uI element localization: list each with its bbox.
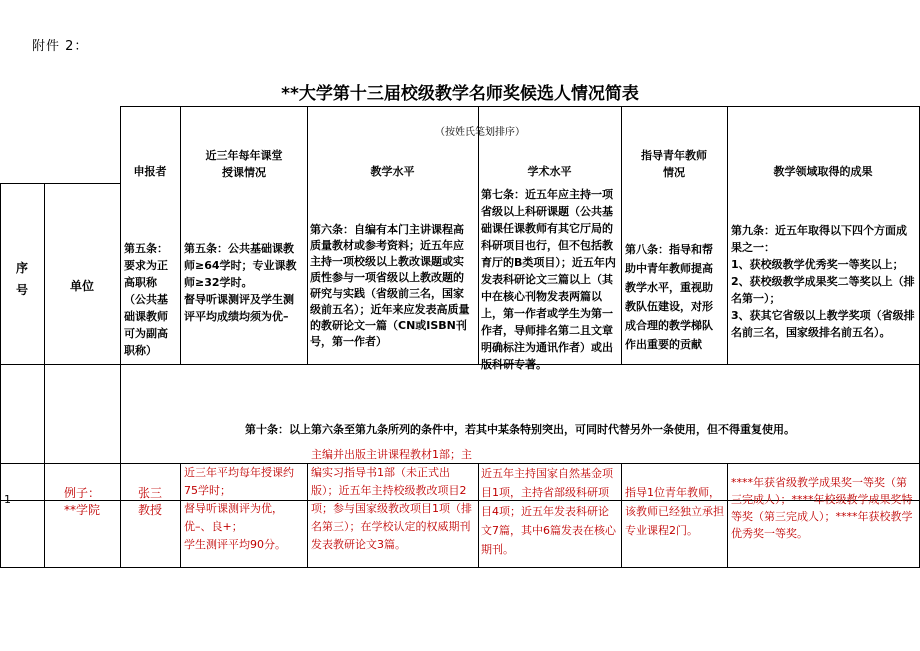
attachment-label: 附件 2： — [32, 39, 89, 54]
header-guide-young: 指导青年教师 情况 — [641, 149, 707, 179]
criteria-art10: 第十条：以上第六条至第九条所列的条件中，若其中某条特别突出，可同时代替另外一条使用，但不得重复使用。 — [245, 423, 795, 436]
criteria-art7: 第七条：近五年应主持一项省级以上科研课题（公共基础课任课教师有其它厅局的科研项目也行，但不包括教育厅的B类项目）；近五年内发表科研论文三篇以上（其中在核心刊物发表两篇以上，第一作者或学生为第一作者，导师排名第二且文章明确标注为通讯作者）或出版科研专著。 — [481, 188, 616, 371]
header-teaching-hours: 近三年每年课堂 授课情况 — [205, 149, 283, 179]
criteria-art5-applicant: 第五条：要求为正高职称（公共基础课教师可为副高职称） — [124, 242, 168, 357]
example-name: 张三 教授 — [137, 486, 162, 517]
header-teaching-level: 教学水平 — [370, 165, 415, 178]
example-unit: 例子： **学院 — [63, 486, 100, 517]
header-seq: 序 号 — [15, 261, 28, 297]
criteria-art8: 第八条：指导和帮助中青年教师提高教学水平，重视助教队伍建设，对形成合理的教学梯队作出重要的贡献 — [625, 243, 713, 351]
example-teaching: 主编并出版主讲课程教材1部；主编实习指导书1部（未正式出版）；近五年主持校级教改项目2项；参与国家级教改项目1项（排名第三）；在学校认定的权威期刊发表教研论文3篇。 — [311, 448, 472, 551]
header-academic-level: 学术水平 — [527, 165, 572, 178]
example-academic: 近五年主持国家自然基金项目1项，主持省部级科研项目4项；近五年发表科研论文7篇，其中6篇发表在核心期刊。 — [481, 467, 616, 556]
header-applicant: 申报者 — [133, 165, 167, 178]
criteria-art6: 第六条：自编有本门主讲课程高质量教材或参考资料；近五年应主持一项校级以上教改课题或实质性参与一项省级以上教改题的研究与实践（省级前三名，国家级前五名）；近年来应发表高质量的教研论文一篇（CN或ISBN刊号，第一作者） — [310, 223, 470, 348]
example-seq: 1 — [4, 493, 11, 506]
sort-note: （按姓氏笔划排序） — [435, 127, 525, 138]
example-hours: 近三年平均每年授课约75学时； 督导听课测评为优，优–、良+； 学生测评平均90分。 — [184, 466, 294, 551]
criteria-art9: 第九条：近五年取得以下四个方面成果之一： 1、获校级教学优秀奖一等奖以上； 2、获校级教学成果奖二等奖以上（排名第一）； 3、获其它省级以上教学奖项（省级排名前三名，国家级排名前五名）。 — [731, 224, 915, 339]
header-achievements: 教学领域取得的成果 — [773, 165, 873, 178]
header-unit: 单位 — [69, 279, 94, 293]
criteria-art5-hours: 第五条：公共基础课教师≥64学时；专业课教师≥32学时。 督导听课测评及学生测评平均成绩均须为优– — [184, 242, 297, 323]
example-guide: 指导1位青年教师，该教师已经独立承担专业课程2门。 — [625, 486, 724, 537]
page-title: **大学第十三届校级教学名师奖候选人情况简表 — [281, 84, 639, 104]
example-achievements: ****年获省级教学成果奖一等奖（第三完成人）；****年校级教学成果奖特等奖（第三完成人）；****年获校教学优秀奖一等奖。 — [731, 476, 913, 540]
